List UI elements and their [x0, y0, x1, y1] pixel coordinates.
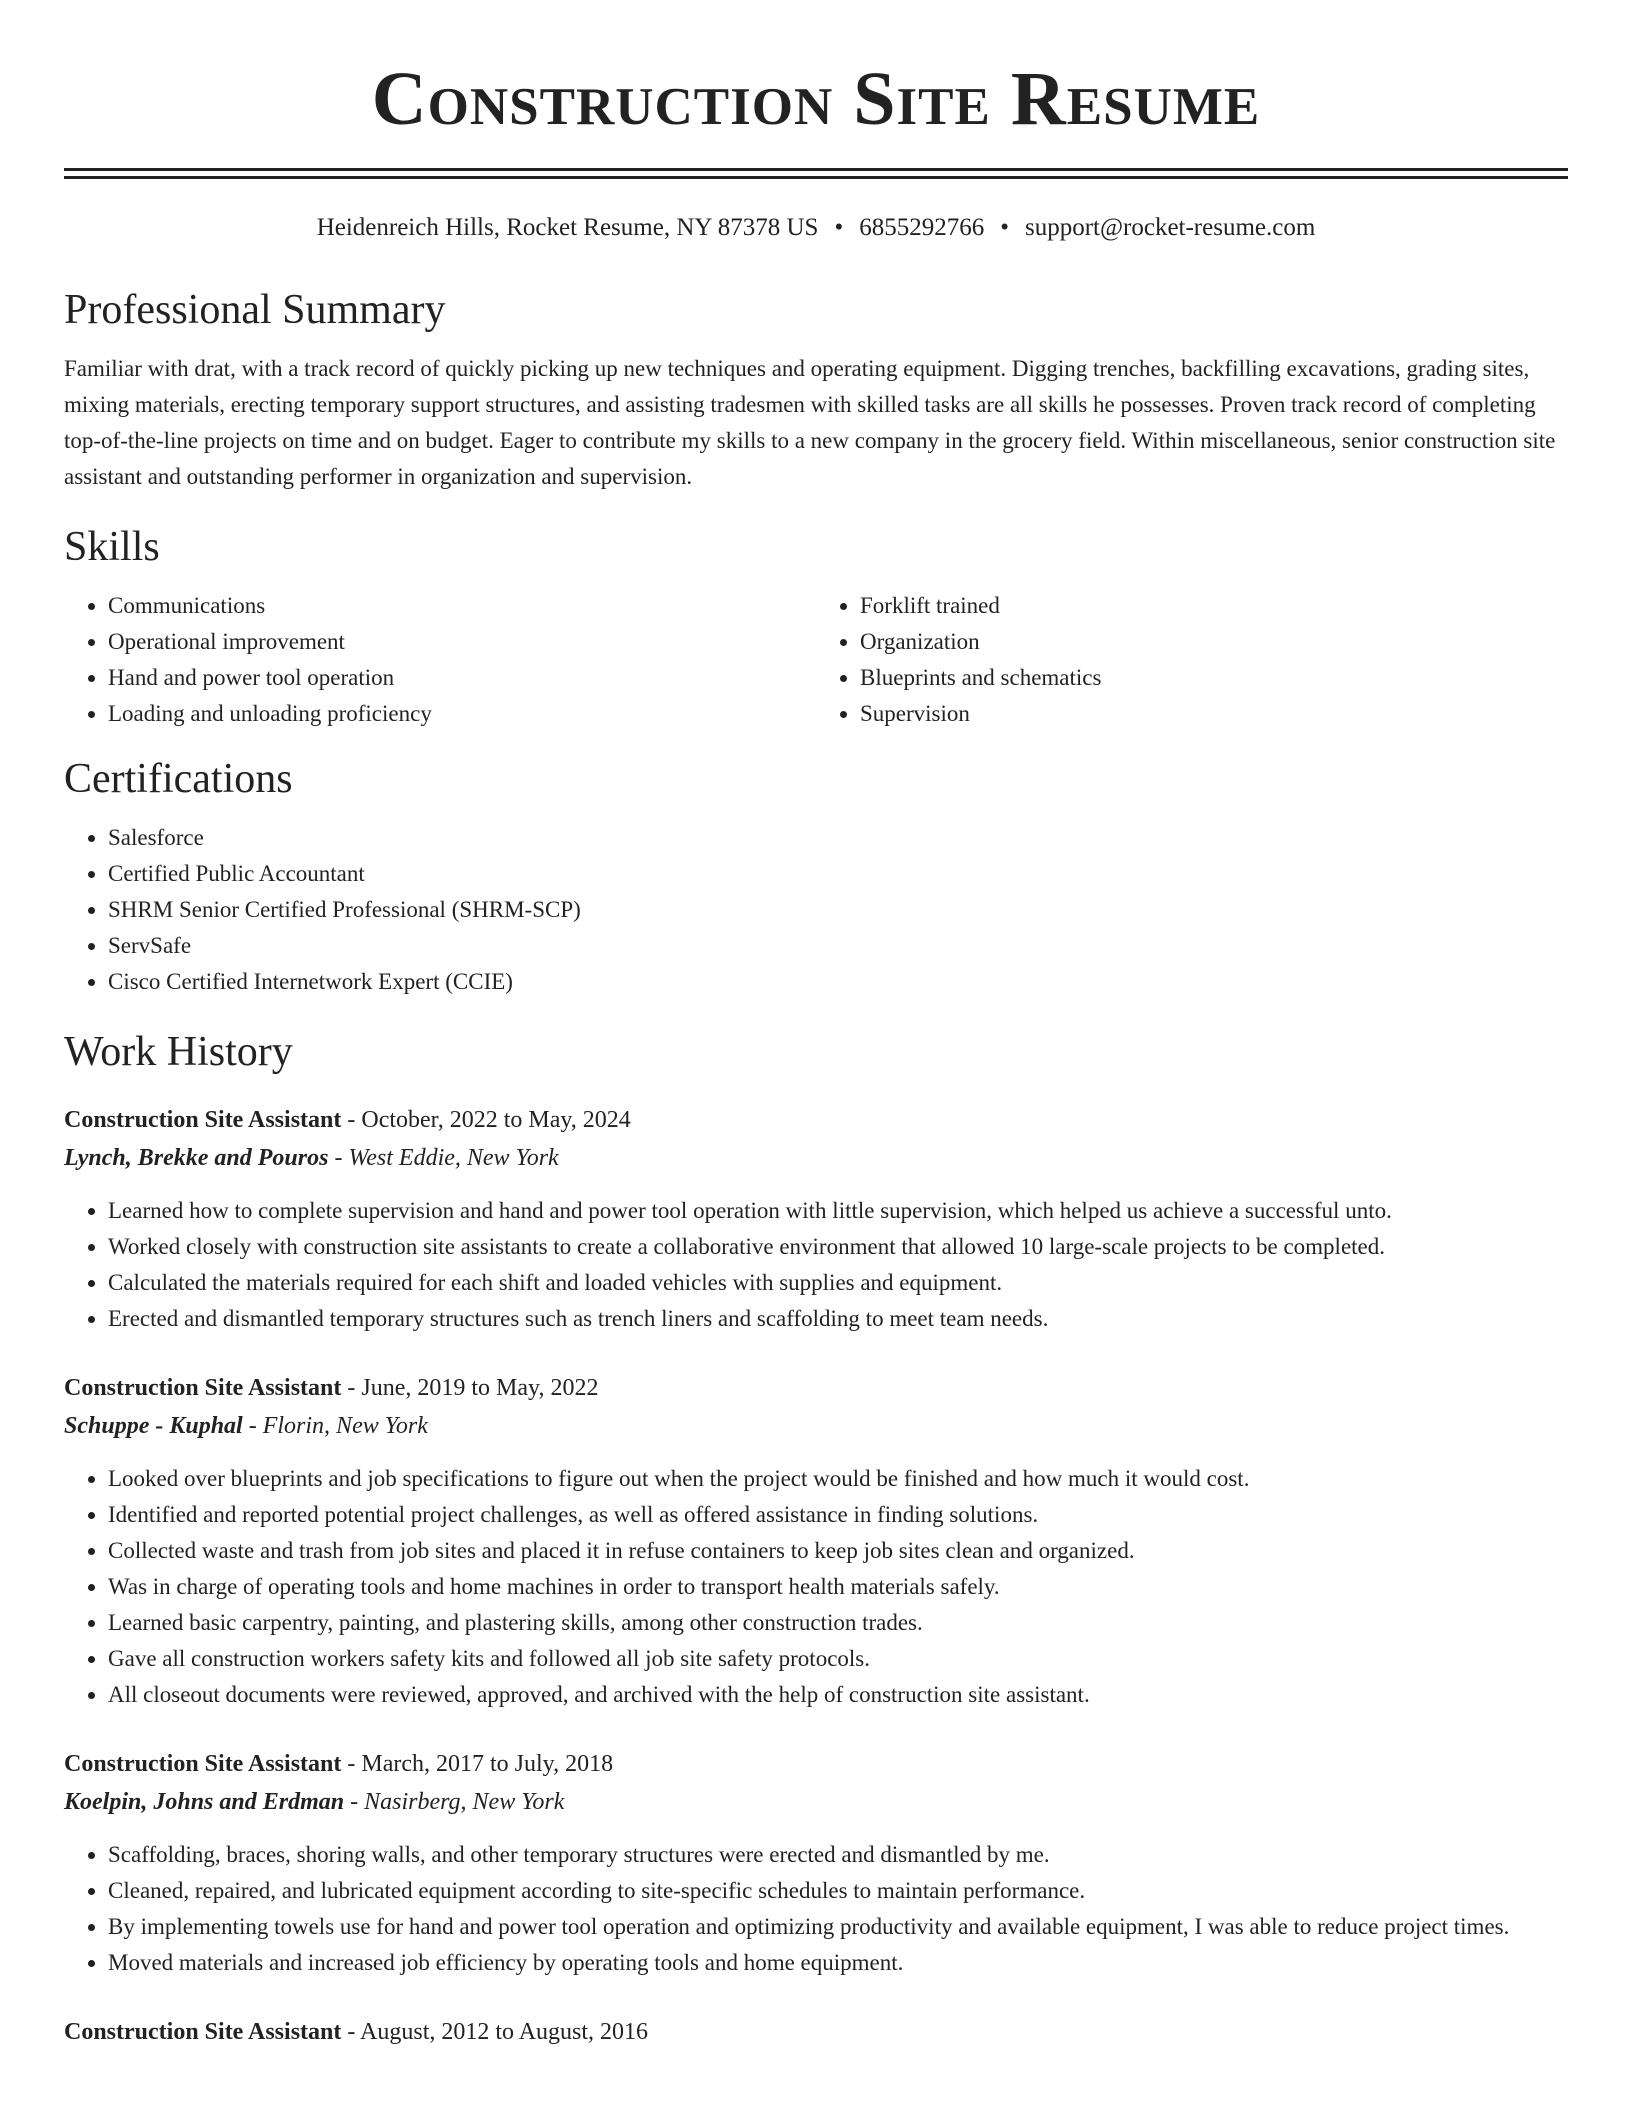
job-dates: March, 2017 to July, 2018 [361, 1751, 614, 1777]
skills-list-left [64, 588, 816, 732]
skill-item: • Organization [860, 624, 1568, 660]
contact-address: Heidenreich Hills, Rocket Resume, NY 87378 US [316, 214, 819, 241]
job-company-line: Koelpin, Johns and Erdman - Nasirberg, New York [64, 1789, 565, 1815]
job-dates: October, 2022 to May, 2024 [361, 1107, 631, 1133]
resume-page [64, 0, 1568, 2051]
certification-item: • Cisco Certified Internetwork Expert (CCIE) [108, 964, 1568, 1000]
contact-separator: • [834, 214, 844, 241]
job-title-line: Construction Site Assistant - March, 2017 to July, 2018 [64, 1751, 614, 1777]
summary-heading: Professional Summary [64, 287, 446, 333]
job-title: Construction Site Assistant [64, 2019, 342, 2045]
skill-item: • Loading and unloading proficiency [108, 696, 816, 732]
job-location: Florin, New York [262, 1413, 428, 1439]
skills-heading: Skills [64, 524, 160, 570]
summary-text: Familiar with drat, with a track record of quickly picking up new techniques and operating equipment. Digging trenches, backfilling excavations, grading sites, mixing materials, erecting temporary support structures, and assisting tradesmen with skilled tasks are all skills he possesses. Proven track record of completing top-of-the-line projects on time and on budget. Eager to contribute my skills to a new company in the grocery field. Within miscellaneous, senior construction site assistant and outstanding performer in organization and supervision. [64, 356, 1556, 489]
job-bullet: • Scaffolding, braces, shoring walls, and other temporary structures were erected and dismantled by me. [108, 1837, 1568, 1873]
job-entry [64, 1369, 1568, 1713]
job-title-line: Construction Site Assistant - October, 2022 to May, 2024 [64, 1107, 631, 1133]
job-bullet: • Gave all construction workers safety kits and followed all job site safety protocols. [108, 1641, 1568, 1677]
title-divider-thin [64, 176, 1568, 179]
job-title-line: Construction Site Assistant - August, 2012 to August, 2016 [64, 2019, 649, 2045]
job-bullet: • Cleaned, repaired, and lubricated equipment according to site-specific schedules to maintain performance. [108, 1873, 1568, 1909]
contact-email: support@rocket-resume.com [1025, 214, 1316, 241]
job-bullets [64, 1193, 1568, 1337]
contact-phone: 6855292766 [859, 214, 985, 241]
skill-item: • Forklift trained [860, 588, 1568, 624]
job-bullet: • By implementing towels use for hand and power tool operation and optimizing productivity and available equipment, I was able to reduce project times. [108, 1909, 1568, 1945]
certification-item: • Certified Public Accountant [108, 856, 1568, 892]
job-bullet: • Looked over blueprints and job specifications to figure out when the project would be finished and how much it would cost. [108, 1461, 1568, 1497]
job-bullet: • Collected waste and trash from job sites and placed it in refuse containers to keep job sites clean and organized. [108, 1533, 1568, 1569]
job-location: West Eddie, New York [348, 1145, 559, 1171]
skill-item: • Hand and power tool operation [108, 660, 816, 696]
job-bullet: • Was in charge of operating tools and home machines in order to transport health materials safely. [108, 1569, 1568, 1605]
job-bullet: • Moved materials and increased job efficiency by operating tools and home equipment. [108, 1945, 1568, 1981]
job-bullets [64, 1837, 1568, 1981]
job-bullets [64, 1461, 1568, 1713]
skills-columns [64, 588, 1568, 732]
work-history-heading: Work History [64, 1029, 293, 1075]
job-company-line: Schuppe - Kuphal - Florin, New York [64, 1413, 428, 1439]
job-company: Koelpin, Johns and Erdman [64, 1789, 345, 1815]
job-bullet: • Calculated the materials required for each shift and loaded vehicles with supplies and equipment. [108, 1265, 1568, 1301]
job-dates: August, 2012 to August, 2016 [360, 2019, 649, 2045]
job-dates: June, 2019 to May, 2022 [361, 1375, 599, 1401]
certifications-heading: Certifications [64, 756, 293, 802]
skill-item: • Operational improvement [108, 624, 816, 660]
job-title: Construction Site Assistant [64, 1107, 342, 1133]
job-entry [64, 1745, 1568, 1981]
certifications-list [64, 820, 1568, 1000]
job-bullet: • Erected and dismantled temporary structures such as trench liners and scaffolding to meet team needs. [108, 1301, 1568, 1337]
job-company-line: Lynch, Brekke and Pouros - West Eddie, New York [64, 1145, 559, 1171]
job-bullet: • All closeout documents were reviewed, approved, and archived with the help of construction site assistant. [108, 1677, 1568, 1713]
job-location: Nasirberg, New York [364, 1789, 565, 1815]
resume-title: Construction Site Resume [371, 57, 1261, 141]
job-title: Construction Site Assistant [64, 1751, 342, 1777]
contact-line [64, 213, 1568, 243]
job-title: Construction Site Assistant [64, 1375, 342, 1401]
skills-list-right [816, 588, 1568, 732]
job-bullet: • Learned how to complete supervision and hand and power tool operation with little supervision, which helped us achieve a successful unto. [108, 1193, 1568, 1229]
job-company: Lynch, Brekke and Pouros [64, 1145, 329, 1171]
job-title-line: Construction Site Assistant - June, 2019 to May, 2022 [64, 1375, 599, 1401]
certification-item: • ServSafe [108, 928, 1568, 964]
certification-item: • SHRM Senior Certified Professional (SHRM-SCP) [108, 892, 1568, 928]
job-entry [64, 1101, 1568, 1337]
contact-separator: • [1000, 214, 1009, 241]
skill-item: • Supervision [860, 696, 1568, 732]
job-entry [64, 2013, 1568, 2051]
job-bullet: • Learned basic carpentry, painting, and plastering skills, among other construction trades. [108, 1605, 1568, 1641]
job-bullet: • Identified and reported potential project challenges, as well as offered assistance in finding solutions. [108, 1497, 1568, 1533]
job-company: Schuppe - Kuphal [64, 1413, 243, 1439]
certification-item: • Salesforce [108, 820, 1568, 856]
skill-item: • Blueprints and schematics [860, 660, 1568, 696]
job-bullet: • Worked closely with construction site assistants to create a collaborative environment that allowed 10 large-scale projects to be completed. [108, 1229, 1568, 1265]
skill-item: • Communications [108, 588, 816, 624]
